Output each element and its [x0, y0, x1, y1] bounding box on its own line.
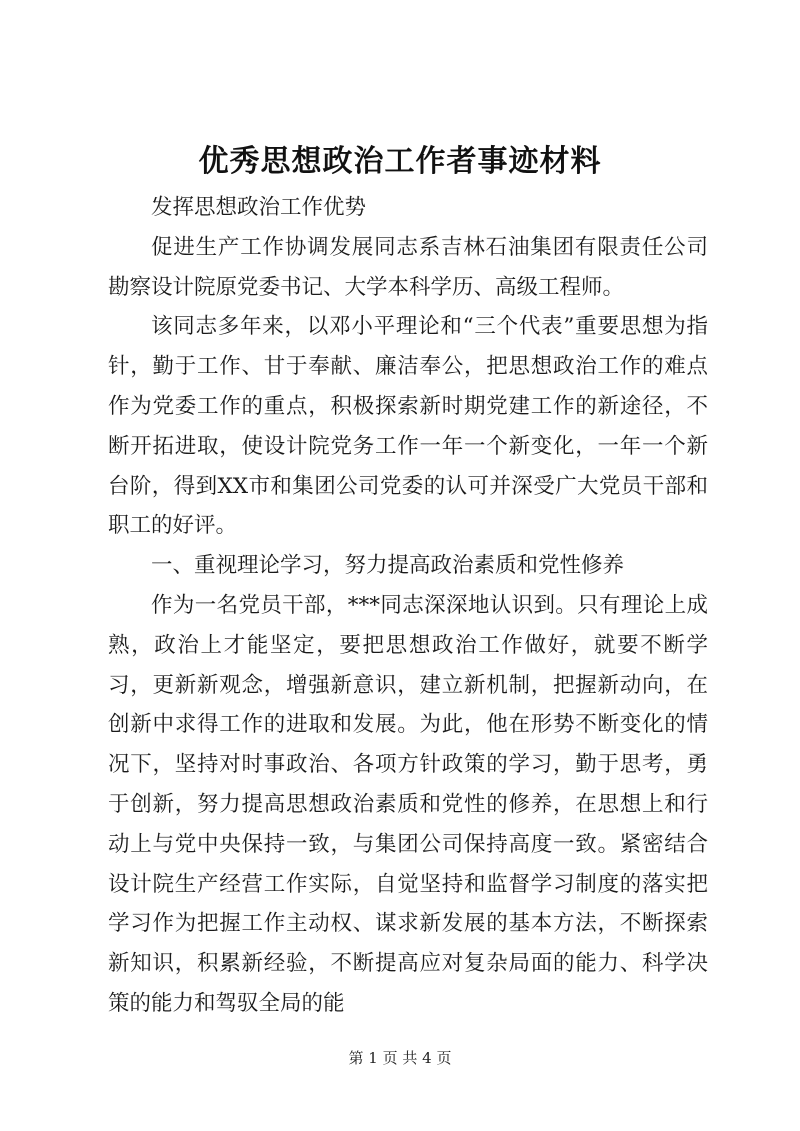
section-heading: 一、重视理论学习，努力提高政治素质和党性修养	[151, 553, 625, 579]
page-number-footer: 第 1 页 共 4 页	[348, 1049, 452, 1067]
body-paragraph: 发挥思想政治工作优势	[151, 195, 367, 220]
body-paragraph: 作为一名党员干部，***同志深深地认识到。只有理论上成熟，政治上才能坚定，要把思想政治工作做好，就要不断学习，更新新观念，增强新意识，建立新机制，把握新动向，在创新中求得工作的进取和发展。为此，他在形势不断变化的情况下，坚持对时事政治、各项方针政策的学习，勤于思考，勇于创新，努力提高思想政治素质和党性的修养，在思想上和行动上与党中央保持一致，与集团公司保持高度一致。紧密结合设计院生产经营工作实际，自觉坚持和监督学习制度的落实把学习作为把握工作主动权、谋求新发展的基本方法，不断探索新知识，积累新经验，不断提高应对复杂局面的能力、科学决策的能力和驾驭全局的能	[108, 592, 708, 1016]
body-paragraph: 促进生产工作协调发展同志系吉林石油集团有限责任公司勘察设计院原党委书记、大学本科学历、高级工程师。	[108, 234, 708, 300]
body-paragraph: 该同志多年来，以邓小平理论和“三个代表”重要思想为指针，勤于工作、甘于奉献、廉洁奉公，把思想政治工作的难点作为党委工作的重点，积极探索新时期党建工作的新途径，不断开拓进取，使设计院党务工作一年一个新变化，一年一个新台阶，得到XX市和集团公司党委的认可并深受广大党员干部和职工的好评。	[108, 314, 708, 539]
document-title: 优秀思想政治工作者事迹材料	[198, 144, 602, 179]
document-body	[108, 188, 708, 1024]
